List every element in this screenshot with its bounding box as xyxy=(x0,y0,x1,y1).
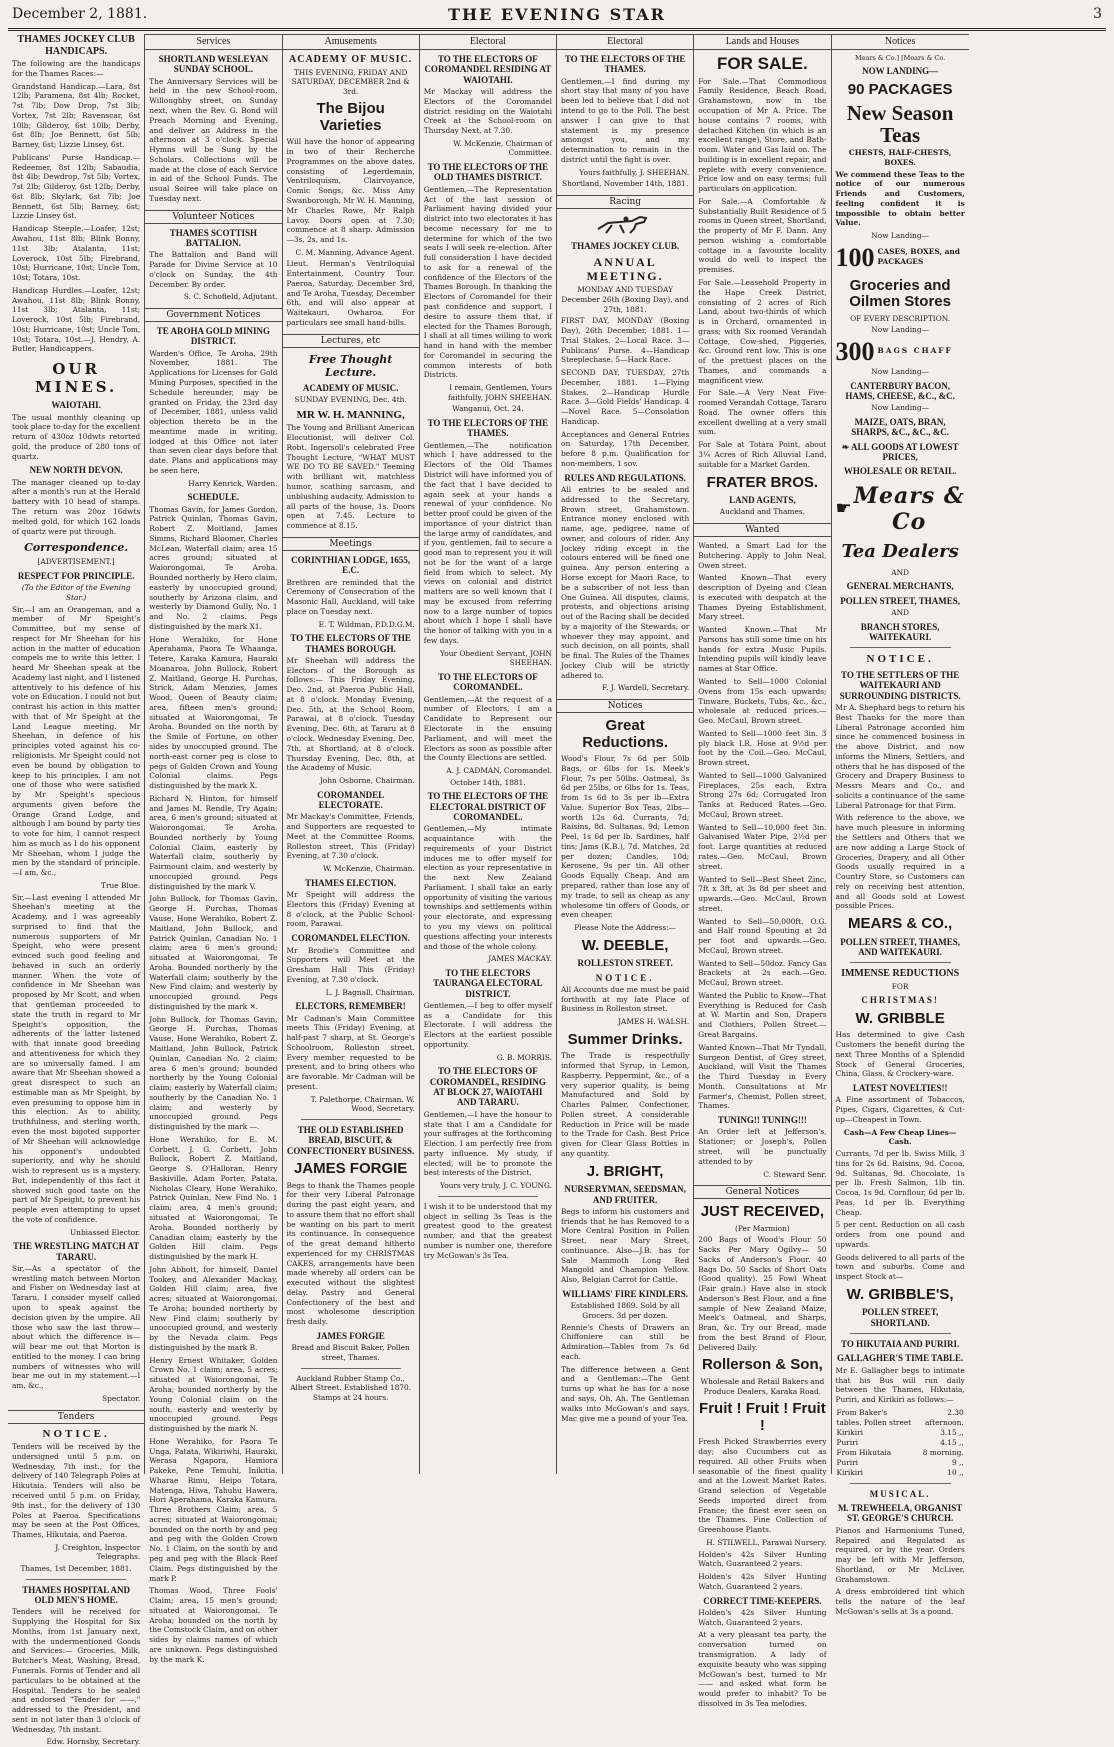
rules-heading: RULES AND REGULATIONS. xyxy=(564,472,686,483)
for-sale-listing: For Sale.—A Comfortable & Substantially Built Residence of 5 rooms in Queen street, Shortland, the property of Mr F. Dann. Any person wishing a comfortable cottage in a favourite locality would do well to inspect the premises. xyxy=(698,196,827,275)
just-received-heading: JUST RECEIVED, xyxy=(700,1203,825,1221)
ninety-packages: 90 PACKAGES xyxy=(847,80,953,98)
signature-steward: C. Steward Senr. xyxy=(763,1169,827,1179)
lecturer-name: MR W. H. MANNING, xyxy=(296,408,405,421)
volunteer-notices-heading: Volunteer Notices xyxy=(145,210,281,224)
holden-watch-ad: Holden's 42s Silver Hunting Watch, Guaranteed 2 years. xyxy=(698,1607,827,1627)
new-north-devon-report: The manager cleaned up to-day after a month's run at the Herald battery with 10 head of stamps. The return was 20oz 16dwts melted gold, for which 162 loads of quartz were put through. xyxy=(12,477,141,536)
deeble-heading: W. DEEBLE, xyxy=(581,936,669,954)
for-sale-listing: For Sale.—Leasehold Property in the Hape Creek District, consisting of 2 acres of Rich Land, about two-thirds of which is in Orchard, ornamented in grass; with Six roomed Verandah Cottage, Cow-shed, Piggeries, &c. Ground rent low. This is one of the prettiest places on the Thames, and commands a magnificent view. xyxy=(698,278,827,385)
schedule-entry: Thomas Wood, Three Fools' Claim; area, 15 men's ground; situated at Waiorongomai, Te Aroha; bounded on the north by the Comstock Claim, and on other sides by claims names of which are unknown. Pegs distinguished by the mark K. xyxy=(149,1586,278,1664)
bright-advert: Begs to inform his customers and friends that he has Removed to a More Central Position in Pollen Street, near Mary Street, continuance. Also—J.B. has for Sale Mammoth Long Red Mangold and Champion Yellow. Also, Belgian Carrot for Cattle. xyxy=(561,1206,690,1285)
stilwell-fruit: Fresh Picked Strawberries every day; also Cucumbers cut as required. All other Fruits when seasonable of the finest quality and at the Lowest Market Rates. Grand selection of Vegetable Seeds imported direct from France; the finest ever seen on the Thames. Fine Collection of Greenhouse Plants. xyxy=(698,1437,827,1535)
cases-boxes: CASES, BOXES, and PACKAGES xyxy=(877,247,960,266)
cadman-candidacy: Gentlemen,—At the request of a number of Electors, I am a Candidate to Represent our Electorate in the ensuing Parliament, and will meet the Electors as soon as possible after the County Elections are settled. xyxy=(423,694,552,763)
newspaper-title: THE EVENING STAR xyxy=(448,5,666,24)
notices-column-heading: Notices xyxy=(832,34,969,50)
meetings-section-heading: Meetings xyxy=(283,537,419,551)
handicaps-intro: The following are the handicaps for the Thames Races:— xyxy=(12,59,141,78)
and-connector: AND xyxy=(891,567,909,577)
bijou-varieties-heading: The Bijou Varieties xyxy=(316,100,385,134)
old-thames-district-heading: TO THE ELECTORS OF THE OLD THAMES DISTRICT. xyxy=(427,162,549,183)
pointing-hand-icon: ☛ xyxy=(835,498,852,520)
wanted-section-heading: Wanted xyxy=(694,523,830,537)
holden-watch-ad: Holden's 42s Silver Hunting Watch, Guaranteed 2 years. xyxy=(698,1549,827,1569)
wanted-ad: Wanted to Sell—10,000 feet 3in. Galvanised Water Pipe, 2½d per foot. Large quantities at reduced rates.—Geo. McCaul, Brown street. xyxy=(698,822,827,871)
chaff-line xyxy=(836,337,965,367)
electoral-column-heading: Electoral xyxy=(420,34,556,50)
signature-palethorpe: T. Palethorpe, Chairman. W. Wood, Secretary. xyxy=(310,1094,415,1114)
flour-arrivals: 200 Bags of Wood's Flour 50 Sacks Per Mary Ogilvy— 50 Sacks of Anderson's Flour. 40 Bags Do. 50 Sacks of Short Oats (Good quality). 25 Fowl Wheat (Fair grain.) Have also in stock Anderson's Best Flour, and a fine sample of New Zealand Maize, Meek's Oatmeal, and Sharps, Bran, &c. Try our Bread, made from the best Brand of Flour, Delivered Daily. xyxy=(698,1235,827,1352)
branch-stores: BRANCH STORES, WAITEKAURI. xyxy=(860,621,940,643)
timetable-cell: Kirikiri xyxy=(836,1427,864,1437)
block-27-heading: TO THE ELECTORS OF COROMANDEL, RESIDING AT BLOCK 27, WAIOTAHI AND TARARU. xyxy=(429,1066,546,1108)
leaf-icon: ❧ xyxy=(841,441,852,452)
second-day-programme: SECOND DAY, TUESDAY, 27th December, 1881. 1—Flying Stakes. 2—Handicap Hurdle Race. 3—Gold Fields' Handicap. 4—Novel Race. 5—Consolation Handicap. xyxy=(561,368,690,426)
issue-date: December 2, 1881. xyxy=(12,6,148,22)
lowest-prices xyxy=(836,442,965,463)
timetable-cell: 2.30 afternoon. xyxy=(924,1407,964,1427)
signature-creighton: J. Creighton, Inspector Telegraphs. xyxy=(55,1542,141,1562)
signature-mckenzie: W. McKenzie, Chairman. xyxy=(323,864,415,874)
corinthian-lodge-heading: CORINTHIAN LODGE, 1655, E.C. xyxy=(291,554,411,576)
signature-walsh: JAMES H. WALSH. xyxy=(618,1017,690,1027)
wardens-notice: Warden's Office, Te Aroha, 29th November, 1881. The Applications for Licenses for Gold Mining Purposes, specified in the Schedule hereunder, may be granted on Friday, the 23rd day of December, 1881, unless valid objection thereto be in the meantime made in writing, lodged at this Office not later than seven clear days before that date. Plans and applications may be seen here. xyxy=(149,348,278,475)
signature-unbiassed-elector: Unbiassed Elector. xyxy=(69,1227,141,1237)
summer-drinks-heading: Summer Drinks. xyxy=(567,1030,683,1048)
now-landing: NOW LANDING— xyxy=(862,66,939,77)
signature-morris: G. B. MORRIS. xyxy=(496,1052,552,1062)
now-landing: Now Landing— xyxy=(871,403,929,413)
now-landing: Now Landing— xyxy=(871,325,929,335)
tenders-notice-heading: NOTICE. xyxy=(42,1427,110,1440)
schedule-entry: Thomas Gavin, for James Gordon, Patrick Quinlan, Thomas Gavin, Robert Z. Moitland, James Simms, Richard Bloomer, Charles McLean, Waterfall claim; area 15 acres ground; situated at Waiorongomai, Te Aroha. Bounded northerly by Hero claim, easterly by unoccupied ground, southerly by Arizona claim, and westerly by Diamond Gully, No. 1 and No. 2 claims. Pegs distinguished by the mark X1. xyxy=(149,504,278,631)
timetable-cell: Puriri xyxy=(836,1437,859,1447)
james-forgie-heading: JAMES FORGIE xyxy=(293,1160,408,1178)
mears-co-logo: Mears & Co xyxy=(853,482,965,535)
schedule-entry: Henry Ernest Whitaker, Golden Crown No. 1 claim; area, 5 acres; situated at Waiorongomai, Te Aroha; bounded northerly by the Young Colonial claim on the south, easterly and westerly by unoccupied ground. Pegs distinguished by the mark N. xyxy=(149,1355,278,1434)
column-3 xyxy=(283,34,420,1474)
signature-mackay: JAMES MACKAY. xyxy=(488,954,552,964)
signature-bagnall: L. J. Bagnall, Chairman. xyxy=(325,987,415,997)
bags-chaff: BAGS CHAFF xyxy=(877,346,953,356)
now-landing: Now Landing— xyxy=(871,367,929,377)
column-4 xyxy=(420,34,557,1474)
divider xyxy=(301,1368,401,1369)
performance-dates: THIS EVENING, FRIDAY AND SATURDAY, DECEMBER 2nd & 3rd. xyxy=(291,67,410,96)
mears-header-line: Mears & Co.] [Mears & Co. xyxy=(854,54,946,62)
signature-true-blue: True Blue. xyxy=(101,880,141,890)
respect-for-principle-heading: RESPECT FOR PRINCIPLE. xyxy=(17,570,135,581)
mears-address: POLLEN STREET, THAMES, AND WAITEKAURI. xyxy=(840,936,960,957)
grocery-prices: Currants, 7d per lb. Swiss Milk, 3 tins for 2s 6d. Raisins, 9d. Cocoa, 9d. Sultanas, 9d. Chocolate, 1s per lb. Fresh Salmon, 1lb tin. Cocoa, 1s 9d. Cornflour, 6d per lb. Peas, 1d per lb. Everything Cheap. xyxy=(835,1149,965,1217)
letter-date: October 14th, 1881. xyxy=(450,777,526,787)
wanted-ad: Wanted to Sell—1000 Colonial Ovens from 15s each upwards; Tinware, Buckets, Tubs, &c., &c., wholesale at reduced prices.—Geo. McCaul, Brown street. xyxy=(698,676,827,726)
cadman-committee: Mr Cadman's Main Committee meets This (Friday) Evening, at half-past 7 sharp, at St. George's Schoolroom, Rolleston street. Every member requested to be present, and to bring others who are favorable. Mr Cadman will be present. xyxy=(286,1013,415,1091)
ship-name: (Per Marmion) xyxy=(734,1223,790,1233)
gallagher-notice: Mr E. Gallagher begs to intimate that his Bus will run daily between the Thames, Hikutaia, Puriri, and Kirikiri as follows:— xyxy=(835,1365,965,1405)
quantity-300: 300 xyxy=(835,337,875,367)
wanted-ad: Wanted Known—That every description of Dyeing and Clean is executed with despatch at the Thames Dyeing Establishment, Mary street. xyxy=(698,573,827,622)
masthead xyxy=(8,4,1106,31)
lectures-section-heading: Lectures, etc xyxy=(283,334,419,348)
rules-text: All entries to be sealed and addressed to the Secretary, Brown street, Grahamstown. Entrance money enclosed with name, age, pedigree, name of owner, and colours of rider. Any Jockey riding except in the colours entered will be fined one guinea. Any person entering a Horse except for Maori Race, to be a subscriber of not less than One Guinea. All disputes, claims, protests, and objections arising out of the Racing shall be decided by a majority of the Stewards, or whoever they may appoint, and such decision, on all points, shall be final. The Rules of the Thames Jockey Club will be strictly adhered to. xyxy=(561,485,690,680)
thames-borough-heading: TO THE ELECTORS OF THE THAMES BOROUGH. xyxy=(290,633,411,654)
battalion-parade: The Battalion and Band will Parade for Divine Service at 10 o'clock on Sunday, the 4th December. By order. xyxy=(149,250,278,289)
coromandel-election-heading: COROMANDEL ELECTION. xyxy=(291,933,410,944)
signature-hornsby: Edw. Hornsby, Secretary. xyxy=(46,1737,141,1747)
column-7 xyxy=(832,34,969,1616)
notices-section-heading: Notices xyxy=(557,699,693,713)
timetable-cell: 9 ,, xyxy=(952,1457,964,1467)
herman-ventriloquial-tour: Lieut. Herman's Ventriloquial Entertainment, Country Tour. Paeroa, Saturday, December 3rd, and Te Aroha, Tuesday, December 6th, and will also appear at Waitekauri, Owharoa. For particulars see small hand-bills. xyxy=(286,259,415,328)
nurseryman-subheading: NURSERYMAN, SEEDSMAN, AND FRUITER. xyxy=(564,1184,686,1205)
electors-remember-heading: ELECTORS, REMEMBER! xyxy=(295,1001,406,1012)
te-aroha-heading: TE AROHA GOLD MINING DISTRICT. xyxy=(156,326,270,347)
sheehan-notification: Gentlemen,—The notification which I have addressed to the Electors of the Old Thames District will have informed you of the fact that I have decided to again seek at your hands a renewal of your confidence. No better proof could be given of the importance of your district than the large army of candidates, and if you, gentlemen, fail to secure a good man to represent you it will not be for the want of a large field from which to select. My views on colonial and district matters are so well known that I may be excused from referring now to a large number of topics about which I hope I shall have the honor of talking with you in a few days. xyxy=(423,440,552,645)
correspondence-heading: Correspondence. xyxy=(24,541,129,555)
forgie-advert: Begs to thank the Thames people for their very Liberal Patronage during the past eight years, and to assure them that no effort shall be wanting on his part to merit its continuance. In consequence of the great demand hitherto experienced for my CHRISTMAS CAKES, arrangements have been made whereby all orders can be executed without the slightest delay. Pastry and General Confectionery of the best and most wholesome description fresh daily. xyxy=(286,1180,415,1327)
letter-date: Shortland, November 14th, 1881. xyxy=(562,179,689,189)
services-column-heading: Services xyxy=(145,34,281,50)
bacon-hams-cheese: CANTERBURY BACON, HAMS, CHEESE, &C., &C. xyxy=(845,380,955,402)
lecture-date: SUNDAY EVENING, Dec. 4th. xyxy=(294,395,407,405)
thames-electors-heading: TO THE ELECTORS OF THE THAMES. xyxy=(427,417,549,439)
column-2 xyxy=(145,34,282,1664)
shephard-notice: Mr A. Shephard begs to return his Best Thanks for the more than Liberal Patronage accorded him since he commenced business in the above District, and now informs the Miners, Settlers, and others that he has disposed of the Grocery and Drapery Business to Messrs Mears and Co., and solicits a continuance of the same Liberal Patronage for that Firm. xyxy=(835,703,965,810)
timetable-row xyxy=(836,1458,965,1468)
signature-mckenzie: W. McKenzie, Chairman of Committee. xyxy=(453,138,552,158)
mcgowan-tea-notice: A dress embroidered tint which tells the nature of the leaf McGowan's sells at 3s a pound. xyxy=(835,1587,965,1616)
annual-meeting-heading: ANNUAL MEETING. xyxy=(586,254,664,283)
timetable-cell: Puriri xyxy=(836,1457,859,1467)
telegraph-poles-tender: Tenders will be received by the undersigned until 5 p.m. on Wednesday, 7th inst., for the delivery of 140 Telegraph Poles at Hikutaia. Tenders will also be received until 5 p.m. on Friday, 9th inst., for the delivery of 130 Poles at Paeroa. Specifications may be seen at the Post Offices, Thames, Hikutaia, and Paeroa. xyxy=(12,1442,141,1540)
horse-icon xyxy=(561,213,689,238)
for-sale-listing: For Sale.—A Very Neat Five-roomed Verandah Cottage, Tararu Road. The owner offers this excellent dwelling at a very small sum. xyxy=(698,388,827,437)
signature-sheehan: Your Obedient Servant, JOHN SHEEHAN. xyxy=(440,648,552,668)
now-landing: Now Landing— xyxy=(871,231,929,241)
rollerson-heading: Rollerson & Son, xyxy=(701,1356,823,1374)
price-list: Wood's Flour, 7s 6d per 50lb Bags, or 6lbs for 1s. Meek's Flour, 7s per 50lbs. Oatmeal, 3s 6d per 25lbs, or 6lbs for 1s. Teas, from 1s 6d to 3s per lb—Extra Value. Superior Box Teas, 2lbs—worth 12s 6d. Currants, 7d; Raisins, 8d. Sultanas, 9d; Lemon Peel, 1s 6d per lb. Sardines, half tins; Jams (K.B.), 7d. Matches, 2d per dozen; Candles, 10d; Kerosene, 9s per tin. All other Goods Equally Cheap. And am prepared, rather than lose any of my trade, to sell as cheap as any wholesome tin offers of Goods, or even cheaper. xyxy=(561,754,690,920)
wrestling-match-heading: THE WRESTLING MATCH AT TARARU. xyxy=(12,1241,140,1262)
schedule-heading: SCHEDULE. xyxy=(187,492,240,503)
signature-osborne: John Osborne, Chairman. xyxy=(319,776,415,786)
gent-gentleman-notice: The difference between a Gent and a Gentleman:—The Gent turns up what he has for a nose and says, Oh, Ah. The Gentleman walks into McGowan's and says, Mac give me a pound of your Tea. xyxy=(561,1364,690,1423)
for-sale-listing: For Sale at Totara Point, about 3¼ Acres of Rich Alluvial Land, suitable for a Market Garden. xyxy=(698,440,827,469)
divider xyxy=(850,1333,951,1334)
thames-electors-heading: TO THE ELECTORS OF THE THAMES. xyxy=(564,54,686,75)
signature-sheehan: Yours faithfully, J. SHEEHAN. xyxy=(579,167,690,177)
tuning-notice: An Order left at Jefferson's, Stationer; or Joseph's, Pollen street, will be punctually attended to by xyxy=(698,1127,827,1166)
letter-date: Wanganui, Oct. 24. xyxy=(452,404,524,414)
cash-reduction: 5 per cent. Reduction on all cash orders from one pound and upwards. xyxy=(835,1220,965,1249)
bijou-varieties-text: Will have the honor of appearing in two of their Recherche Programmes on the above dates, consisting of Legerdemain, Ventriloquism, Clairvoyance, Comic Songs, &c. Miss Amy Swanborough, Mr W. H. Manning, Mr Charles Rowe, Mr Ralph Lavoy. Doors open at 7.30; commence at 8 sharp. Admission—3s, 2s, and 1s. xyxy=(286,137,415,245)
every-description: OF EVERY DESCRIPTION. xyxy=(850,313,951,323)
wanted-ad: Wanted to Sell—50,000ft. O.G. and Half round Spouting at 2d per foot and upwards.—Geo. McCaul, Brown street. xyxy=(698,916,827,955)
hospital-tender: Tenders will be received for Supplying the Hospital for Six Months, from 1st January next, with the undermentioned Goods and Services:— Groceries, Milk, Butcher's Meat, Washing, Bread, Funerals. Forms of Tender and all particulars to be obtained at the Hospital. Tenders to be sealed and endorsed "Tender for ——," addressed to the President, and sent in not later than 3 o'clock of Wednesday, 7th instant. xyxy=(12,1607,141,1734)
signature-kenrick: Harry Kenrick, Warden. xyxy=(188,478,278,488)
divider xyxy=(438,1196,538,1197)
mcgowan-tea-notice: I wish it to be understood that my object in selling 3s Teas is the greatest good to the greatest number, and that the greatest number is number one, therefore try McGowan's 3s Tea. xyxy=(423,1201,552,1260)
timetable-cell: 10 ,, xyxy=(947,1467,964,1477)
timetable-cell: From Baker's tables, Pollen street xyxy=(836,1407,912,1427)
mears-notice: With reference to the above, we have much pleasure in informing the Settlers and Others that we are now adding a Large Stock of Groceries, Drapery, and all Other Goods usually required in a Country Store, so Customers can rely on receiving best attention, and all Goods sold at Lowest possible Prices. xyxy=(835,813,965,911)
wanted-ad: Wanted to Sell—Best Sheet Zinc, 7ft x 3ft, at 3s 8d per sheet and upwards.—Geo. McCaul, Brown street. xyxy=(698,874,827,913)
bread-biscuit-heading: THE OLD ESTABLISHED BREAD, BISCUIT, & CONFECTIONERY BUSINESS. xyxy=(286,1124,415,1156)
brodie-committee: Mr Brodie's Committee and Supporters will Meet at the Gresham Hall This (Friday) Evening, at 7.30 o'clock. xyxy=(286,945,415,984)
latest-novelties: LATEST NOVELTIES!! xyxy=(852,1083,948,1094)
jockey-club-heading: THAMES JOCKEY CLUB. xyxy=(571,241,680,252)
fire-kindlers-heading: WILLIAMS' FIRE KINDLERS. xyxy=(562,1289,689,1300)
sheehan-letter: Gentlemen,—The Representation Act of the last session of Parliament having divided your district into two electorates it has become necessary for me to determine for which of the two seats I will seek re-election. After full consideration I have decided to ask for a renewal of the confidence of the Electors of the Thames Borough. In thanking the Electors of Coromandel for their past confidence and support, I desire to assure them that, if elected for the Thames Borough, I shall at all times willing to work hand in hand with the member for Coromandel in securing the common interests of both Districts. xyxy=(423,184,552,380)
hikutaia-puriri-heading: TO HIKUTAIA AND PURIRI. xyxy=(841,1339,960,1350)
time-table-heading: GALLAGHER'S TIME TABLE. xyxy=(836,1353,964,1364)
amusements-column-heading: Amusements xyxy=(283,34,419,50)
schedule-entry: Hone Werahiko, for Paora Te Unga, Patata, Wikiriwhi, Hauraki, Werasa Ngapora, Hamiora Pakeke, Pene Temuhi, Inikitia, Wharae Rimu, Heipo Totara, Matenga, Hiwa, Tahuhu Hawera, Hori Aperahama, Karaka Kamura. Three Brothers Claim; area, 5 acres; situated at Waiorongomai; bounded on the north by and peg and peg with the Golden Crown No. 1 Claim, on the south by and peg and peg with the Black Reef Claim. Pegs distinguished by the mark P. xyxy=(149,1436,278,1583)
gribble-heading: W. GRIBBLE xyxy=(855,1009,945,1027)
musical-heading: MUSICAL. xyxy=(869,1488,931,1499)
tenders-section-heading: Tenders xyxy=(8,1410,144,1424)
lecture-details: The Young and Brilliant American Elocutionist, will deliver Col. Robt. Ingersoll's celebrated Free Thought Lecture, "WHAT MUST WE DO TO BE SAVED." Teeming with brilliant wit, matchless humor, scathing sarcasm, and unblushing audacity. Admission to all parts of the house, 1s. Doors open at 7.45. Lecture to commence at 8.15. xyxy=(286,423,415,531)
schedule-entry: Hone Werahiko, for Hone Aperahama, Paora Te Whaanga, Tetere, Karaka Kamura, Hauraki Moanaroa, John Bullock, Robert Z. Maitland, George H. Purchas, Strick, Adam Menzies, James Wood, Queen of Beauty claim; area, fifteen men's ground; situated at Waiorongomai, Te Aroha. Bounded on the north by the Smile of Fortune, on other sides by unoccupied ground. The north-east corner peg is close to pegs of Golden Crown and Young Colonial claims. Pegs distinguished by the mark X. xyxy=(149,634,278,791)
wanted-ad: Wanted Known.—That Mr Parsons has still some time on his hands for extra Music Pupils. Intending pupils will kindly leave names at Star Office. xyxy=(698,625,827,674)
acceptances-notice: Acceptances and General Entries on Saturday, 17th December, before 8 p.m. Qualification for non-members, 1 sov. xyxy=(561,429,690,468)
letter-unbiassed-elector: Sir,—Last evening I attended Mr Sheehan's meeting at the Academy, and I was agreeably surprised to find that the numerous supporters of Mr Speight, who were present evinced such good feeling and behaved in such an orderly manner. When the vote of confidence in Mr Sheehan was proposed by Mr Scott, and when that gentleman proceeded to state the truth in regard to Mr Speight's opposition, the adherents of the latter listened with that innate good breeding and attentiveness for which they are so universally famed. I am aware that Mr Sheehan showed a great disrespect to such an estimable man as Mr Speight, by even presuming to oppose him in this election. As to ability, truthfulness, and sterling worth, even the most bigoted supporter of Mr Sheehan will acknowledge his opponent's undoubted superiority, and why he should wish to represent us is a mystery. But, independently of this fact it showed such good taste on the part of Mr Speight, to prevent his people even attempting to upset the vote of confidence. xyxy=(12,892,141,1224)
and-connector: AND xyxy=(891,608,909,618)
timetable-row xyxy=(836,1468,965,1478)
column-6 xyxy=(694,34,831,1708)
lands-houses-column-heading: Lands and Houses xyxy=(694,34,830,50)
meeting-dates: MONDAY AND TUESDAY December 26th (Boxing Day), and 27th, 1881. xyxy=(561,285,689,314)
mackay-candidacy: Gentlemen,—My intimate acquaintance with the requirements of your District induces me to offer myself for election as your representative in the next New Zealand Parliament. I shall take an early opportunity of visiting the various townships and settlements within your electorate, and expressing to you my views on political questions affecting your interests and those of the whole colony. xyxy=(423,824,552,951)
forgie-address: Bread and Biscuit Baker, Pollen street, Thames. xyxy=(291,1343,410,1362)
to-the-editor: (To the Editor of the Evening Star.) xyxy=(21,583,131,602)
column-1 xyxy=(8,34,145,1747)
advertisement-label: [ADVERTISEMENT.] xyxy=(37,557,115,567)
signature-stilwell: H. STILWELL, Parawai Nursery. xyxy=(706,1537,827,1547)
fruit-heading: Fruit ! Fruit ! Fruit ! xyxy=(699,1400,826,1434)
accounts-notice: All Accounts due me must be paid forthwith at my late Place of Business in Rolleston street. xyxy=(561,984,690,1014)
handicap-hurdles: Handicap Hurdles.—Loafer, 12st; Awahou, 11st 8lb; Blink Bonny, 11st 3lb; Atalanta, 11st; Loverock, 10st 5lb; Firebrand, 10st; Hurricane, 10st; Uncle Tom, 10st; Totara, 10st.—J. Hendry, A. Butler, Handicappers. xyxy=(12,285,141,354)
free-thought-lecture-heading: Free Thought Lecture. xyxy=(308,352,393,379)
electoral-column-heading: Electoral xyxy=(557,34,693,50)
timetable-row xyxy=(836,1408,965,1428)
timetable-row xyxy=(836,1438,965,1448)
time-keepers-heading: CORRECT TIME-KEEPERS. xyxy=(703,1595,822,1606)
wanted-ad: Wanted the Public to Know—That Everything is Reduced for Cash at W. Martin and Son, Drapers and Clothiers, Pollen Street.—Great Bargains. xyxy=(698,990,827,1039)
signature-manning: C. M. Manning, Advance Agent. xyxy=(295,247,415,257)
wholesale-retail: WHOLESALE OR RETAIL. xyxy=(843,466,957,477)
general-merchants: GENERAL MERCHANTS, xyxy=(846,581,954,592)
tuning-heading: TUNING!! TUNING!!! xyxy=(717,1115,807,1126)
waiotahi-report: The usual monthly cleaning up took place to-day for the excellent return of 430oz 10dwts retorted gold, the produce of 280 tons of quartz. xyxy=(12,412,141,461)
morris-candidacy: Gentlemen,—I beg to offer myself as a Candidate for this Electorate. I will address the Electors at the earliest possible opportunity. xyxy=(423,1000,552,1049)
immense-reductions-heading: IMMENSE REDUCTIONS xyxy=(841,968,960,980)
land-agents: LAND AGENTS, xyxy=(729,495,796,506)
schedule-entry: Richard N. Hinton, for himself and James M. Rendle, Try Again; area, 6 men's ground; situated at Waiorongomai, Te Aroha. Bounded northerly by Young Colonial Claim, easterly by Waterfall claim, southerly by Fairmount claim, and westerly by unoccupied ground. Pegs distinguished by the mark V. xyxy=(149,793,278,891)
great-reductions-heading: Great Reductions. xyxy=(582,717,669,751)
wanted-ad: Wanted to Sell—1000 Galvanized Fireplaces, 25s each, Extra Strong 27s 6d; Corrugated Iron Tanks at Reduced Rates.—Geo. McCaul, Brown street. xyxy=(698,770,827,819)
rennie-chests: Rennie's Chests of Drawers an Chiffoniere can still be Admiration—Tables from 7s 6d each. xyxy=(561,1322,690,1361)
schedule-entry: John Bullock, for Thomas Gavin, George H. Purchas, Thomas Vause, Hone Werahiko, Robert Z. Maitland, John Bullock, Patrick Quinlan, Canadian No. 2 claim; area 6 men's ground; bounded northerly by the Young Colonial claim; easterly by Waterfall claim; southerly by the Canadian No. 1 claim; and westerly by unoccupied ground. Pegs distinguished by the mark —. xyxy=(149,1014,278,1132)
trewheela-heading: M. TREWHEELA, ORGANIST ST. GEORGE'S CHURCH. xyxy=(837,1503,963,1524)
cheap-lines: Cash—A Few Cheap Lines—Cash. xyxy=(843,1127,957,1147)
signature-young: Yours very truly, J. C. YOUNG. xyxy=(439,1181,552,1191)
timetable-cell: From Hikutaia xyxy=(836,1447,892,1457)
waitekauri-settlers-heading: TO THE SETTLERS OF THE WAITEKAURI AND SURROUNDING DISTRICTS. xyxy=(839,670,961,701)
publicans-purse: Publicans' Purse Handicap.—Redeemer, 8st 12lb; Sabaudia, 8st 4lb; Dewdrop, 7st 5lb; Vortex, 7st 2lb; Gilderoy, 6st 12lb; Derby, 6st 8lb; Skylark, 6st 7lb; Joe Bennett, 6st 5lb; Barney, 6st; Lizzie Linsey 6st. xyxy=(12,152,141,221)
tea-party-anecdote: At a very pleasant tea party, the conversation turned on transmigration. A lady of exquisite beauty who was sipping McGowan's best, turned to Mr —— and asked what form he would prefer to inhabit? To be dissolved in 3s Tea melodies. xyxy=(698,1630,827,1708)
mackay-committee: Mr Mackay's Committee, Friends, and Supporters are requested to Meet at the Committee Rooms, Rolleston street, This (Friday) Evening, at 7.30 o'clock. xyxy=(286,812,415,861)
timetable-cell: Kirikiri xyxy=(836,1467,864,1477)
new-season-teas-heading: New Season Teas xyxy=(846,101,954,148)
new-north-devon-heading: NEW NORTH DEVON. xyxy=(29,465,123,476)
holden-watch-ad: Holden's 42s Silver Hunting Watch, Guaranteed 2 years. xyxy=(698,1572,827,1591)
palmer-syrups: The Trade is respectfully informed that Syrup, in Lemon, Raspberry, Peppermint, &c., of a very superior quality, is being Manufactured and Sold by Charles Palmer, Confectioner, Pollen street. A considerable Reduction in Price will be made to the Trade for Cash. Best Price given for Clear Glass Bottles in any quantity. xyxy=(561,1051,690,1158)
speight-address: Mr Speight will address the Electors this (Friday) Evening at 8 o'clock, at the Public School-room, Parawai. xyxy=(286,890,415,929)
scottish-battalion-heading: THAMES SCOTTISH BATTALION. xyxy=(169,227,258,248)
tobacco-assortment: A Fine assortment of Tobaccos, Pipes, Cigars, Cigarettes, & Cut-up—Cheapest in Town. xyxy=(835,1095,965,1124)
divider xyxy=(850,962,951,963)
rubber-stamp-advert: Auckland Rubber Stamp Co., Albert Street. Established 1870. Stamps at 24 hours. xyxy=(290,1373,412,1402)
our-mines-heading: OUR MINES. xyxy=(34,360,118,397)
hospital-heading: THAMES HOSPITAL AND OLD MEN'S HOME. xyxy=(22,1584,131,1606)
waiotahi-electors-heading: TO THE ELECTORS OF COROMANDEL RESIDING AT WAIOTAHI. xyxy=(424,54,552,85)
signature-wildman: E. T. Wildman, P.D.D.G.M. xyxy=(318,619,415,629)
bright-heading: J. BRIGHT, xyxy=(586,1162,664,1180)
general-notices-heading: General Notices xyxy=(694,1185,830,1199)
page-columns xyxy=(8,34,1106,1747)
coromandel-electors-heading: TO THE ELECTORS OF COROMANDEL. xyxy=(437,672,538,693)
for-connector: FOR xyxy=(891,981,909,991)
piano-tuning: Pianos and Harmoniums Tuned, Repaired and Regulated as required, or by the year. Orders may be left with Mr Jefferson, Shortland, or Mr McLiver, Grahamstown. xyxy=(835,1525,965,1584)
page-number: 3 xyxy=(1093,6,1102,22)
coromandel-electorate-heading: COROMANDEL ELECTORATE. xyxy=(317,789,385,811)
signature-spectator: Spectator. xyxy=(102,1393,141,1403)
maize-oats-bran: MAIZE, OATS, BRAN, SHARPS, &C., &C., &C. xyxy=(851,417,949,438)
hundred-cases-line xyxy=(836,243,965,273)
notice-heading: NOTICE. xyxy=(595,972,655,983)
pollen-street-thames: POLLEN STREET, THAMES, xyxy=(840,595,960,606)
letter-spectator: Sir,—As a spectator of the wrestling match between Morton and Fisher on Wednesday last at Tararu, I consider myself called upon to speak against the decision given by the umpire. All those who saw the last throw—about which the difference is—will bear me out that Morton is entitled to the money. I can bring numbers of witnesses who will bear me out in my statement.—I am, &c., xyxy=(12,1263,141,1391)
divider xyxy=(850,1483,951,1484)
address-note: Please Note the Address:— xyxy=(574,923,677,933)
delivery-notice: Goods delivered to all parts of the town and suburbs. Come and inspect Stock at— xyxy=(835,1252,965,1282)
groceries-oilmen-heading: Groceries and Oilmen Stores xyxy=(849,276,951,311)
signature-wardell: F. J. Wardell, Secretary. xyxy=(602,683,690,693)
divider xyxy=(301,1119,401,1120)
christmas-heading: CHRISTMAS! xyxy=(861,995,939,1006)
tea-dealers-heading: Tea Dealers xyxy=(841,540,959,562)
thames-election-heading: THAMES ELECTION. xyxy=(305,877,397,888)
column-5 xyxy=(557,34,694,1474)
wanted-ad: Wanted Known—That Mr Tyndall, Surgeon Dentist, of Grey street, Auckland, will Visit the Thames the Third Tuesday in Every Month. Consultations at Mr Farmer's, Chemist, Pollen street, Thames. xyxy=(698,1042,827,1111)
divider xyxy=(850,647,951,648)
first-day-programme: FIRST DAY, MONDAY (Boxing Day), 26th December, 1881. 1—Trial Stakes. 2—Local Race. 3—Publicans' Purse. 4—Handicap Steeplechase. 5—Hack Race. xyxy=(561,316,690,365)
sheehan-meetings: Mr Sheehan will address the Electors of the Borough as follows:— This Friday Evening, Dec. 2nd, at Paeroa Public Hall, at 8 o'clock. Monday Evening, Dec. 5th, at the School Room, Parawai, at 8 o'clock. Tuesday Evening, Dec. 6th, at Tararu at 8 o'clock. Wednesday Evening, Dec. 7th, at Shortland, at 8 o'clock. Thursday Evening, Dec. 8th, at the Academy of Music. xyxy=(286,655,415,773)
for-sale-listing: For Sale.—That Commodious Family Residence, Beach Road, Grahamstown, now in the occupation of Mr A. Price. The house contains 7 rooms, with detached Kitchen (in which is an excellent range), Store, and Bath-room. Water and Gas laid on. The building is in excellent repair, and replete with every convenience. Price low and on easy terms; full particulars on application. xyxy=(698,76,827,194)
tea-packaging: CHESTS, HALF-CHESTS, BOXES. xyxy=(848,148,952,167)
gribbles-heading: W. GRIBBLE'S, xyxy=(846,1285,954,1303)
jockey-club-handicaps-heading: THAMES JOCKEY CLUB HANDICAPS. xyxy=(17,34,135,57)
timetable-cell: 8 morning. xyxy=(922,1447,964,1457)
handicap-steeple: Handicap Steeple.—Loafer, 12st; Awahou, 11st 8lb; Blink Bonny, 11st 3lb; Atalanta, 11st; Loverock, 10st 5lb; Firebrand, 10st; Hurricane, 10st; Uncle Tom, 10st; Totara, 10st. xyxy=(12,224,141,283)
grandstand-handicap: Grandstand Handicap.—Lara, 8st 12lb; Paramena, 8st 4lb; Rocket, 7st 7lb; Dow Drop, 7st 3lb; Vortex, 7st 2lb; Ravenscar, 6st 10lb; Gilderoy, 6st 10lb; Derby, 6st 8lb; Joe Bennett, 6st 5lb; Barney, 6st; Lizzie Linsey, 6st. xyxy=(12,81,141,150)
lowest-prices-text: ALL GOODS AT LOWEST PRICES, xyxy=(851,441,959,463)
rolleston-street: ROLLESTON STREET. xyxy=(577,958,673,969)
mears-co-heading: MEARS & CO., xyxy=(848,915,953,933)
lodge-notice: Brethren are reminded that the Ceremony of Consecration of the Masonic Hall, Auckland, will take place on Tuesday next. xyxy=(286,577,415,616)
timetable-row xyxy=(836,1448,965,1458)
agents-location: Auckland and Thames. xyxy=(719,507,805,517)
signature-cadman: A. J. CADMAN, Coromandel. xyxy=(446,766,552,776)
young-candidacy: Gentlemen,—I have the honour to state that I am a Candidate for your suffrages at the forthcoming Election. I am perfectly free from party influence. My study, if elected, will be to promote the best interests of the District. xyxy=(423,1109,552,1178)
anniversary-services: The Anniversary Services will be held in the new School-room, Willoughby street, on Sunday next, when the Rev. G. Bond will Preach Morning and Evening, and deliver an Address in the afternoon at 3 o'clock. Special Hymns will be Sung by the Scholars. Collections will be made at the close of each Service in aid of the School Funds. The usual Soiree will take place on Tuesday next. xyxy=(149,76,278,203)
schedule-entry: John Bullock, for Thomas Gavin, George H. Purchas, Thomas Vause, Hone Werahiko, Robert Z. Maitland, John Bullock, and Patrick Quinlan, Canadian No. 1 claim; area 6 men's ground; situated at Waiorongomai, Te Aroha. Bounded northerly by the Waterfall claim; southerly by the New Find claim; and westerly by unoccupied ground. Pegs distinguished by the mark ✕. xyxy=(149,894,278,1011)
signature-sheehan: I remain, Gentlemen, Yours faithfully, JOHN SHEEHAN. xyxy=(447,383,552,402)
tea-recommendation: We commend these Teas to the notice of our numerous Friends and Customers, feeling confident it is impossible to obtain better Value. xyxy=(835,169,965,228)
pollen-street-shortland: POLLEN STREET, SHORTLAND. xyxy=(861,1307,939,1328)
timetable-cell: 3.15 ,, xyxy=(940,1427,964,1437)
for-sale-heading: FOR SALE. xyxy=(717,54,808,73)
sheehan-poll-letter: Gentlemen,—I find during my short stay that many of you have been led to believe that I did not intend to go to the Poll. The best answer I can give to that statement is my presence amongst you, and my determination to remain in the district until the fight is over. xyxy=(561,76,690,164)
james-forgie-signoff: JAMES FORGIE xyxy=(316,1331,385,1341)
mears-logo-line xyxy=(836,479,965,539)
notice-heading: NOTICE. xyxy=(866,653,934,666)
timetable-row xyxy=(836,1428,965,1438)
government-notices-heading: Government Notices xyxy=(145,308,281,322)
academy-of-music-lecture: ACADEMY OF MUSIC. xyxy=(302,382,399,393)
mackay-address: Mr Mackay will address the Electors of the Coromandel district residing on the Waiotahi Creek at the School-room on Thursday Next, at 7.30. xyxy=(423,87,552,136)
wanted-ad: Wanted to Sell—50doz. Fancy Gas Brackets at 2s each.—Geo. McCaul, Brown street. xyxy=(698,958,827,988)
gribble-offer: Has determined to give Cash Customers the benefit during the next Three Months of a Splendid Stock of General Groceries, China, Glass, & Crockery-ware. xyxy=(835,1030,965,1079)
schedule-entry: John Abbott, for himself, Daniel Tookey, and Alexander Mackay, Golden Hill claim; area, five acres; situated at Waiorongomai, Te Aroha; bounded northerly by New Find claim; southerly by unoccupied ground, and westerly by the Nevada claim. Pegs distinguished by the mark B. xyxy=(149,1264,278,1352)
tender-date: Thames, 1st December, 1881. xyxy=(20,1564,132,1574)
racing-section-heading: Racing xyxy=(557,195,693,209)
academy-of-music-heading: ACADEMY OF MUSIC. xyxy=(289,54,413,65)
rollerson-description: Wholesale and Retail Bakers and Produce Dealers, Karaka Road. xyxy=(700,1376,825,1396)
frater-bros-heading: FRATER BROS. xyxy=(706,473,819,491)
wesleyan-school-heading: SHORTLAND WESLEYAN SUNDAY SCHOOL. xyxy=(158,54,269,75)
wanted-ad: Wanted, a Smart Lad for the Butchering. Apply to John Neal, Owen street. xyxy=(698,541,827,570)
tauranga-heading: TO THE ELECTORS TAURANGA ELECTORAL DISTRICT. xyxy=(433,967,543,999)
waiotahi-heading: WAIOTAHI. xyxy=(51,400,101,411)
wanted-ad: Wanted to Sell—1000 feet 3in. 3 ply black I.R. Hose at 9½d per foot by the Coil.—Geo. McCaul, Brown street. xyxy=(698,728,827,768)
signature-schofield: S. C. Schofield, Adjutant. xyxy=(183,292,278,302)
letter-true-blue: Sir,—I am an Orangeman, and a member of Mr Speight's Committee, but my sense of respect for Mr Sheehan for his action in the matter of education compels me to write this letter. I heard Mr Sheehan speak at the Academy last night, and I listened attentively to his defence of his vote on Education. I could not but contrast his action in this matter with that of Mr Speight at the Land League meeting. Mr Sheehan, in defence of his principles voted against his co-religionists. Mr Speight could not even be bound by obligation to keep to his principles. I am not one of those who were satisfied by Mr Speight's specious arguments given before the Orange Grand Lodge, and although I am bound by party ties to vote for him, I cannot respect him as much as I do his opponent Mr Sheehan, whom I judge the men by the standard of principle.—I am, &c., xyxy=(12,604,141,878)
bus-timetable xyxy=(836,1408,965,1478)
timetable-cell: 4.15 ,, xyxy=(940,1437,964,1447)
divider xyxy=(26,1579,126,1580)
schedule-entry: Hone Werahiko, for E. M. Corbett, J. G. Corbett, John Bullock, Robert Z. Maitland, George S. O'Halloran, Henry Baskiville, Adam Porter, Patata, Nicholas Cleary, Hone Werahiko, Patrick Quinlan, New Find No. 1 claim; area, 4 men's ground; situated at Waiorongomai, Te Aroha. Bounded northerly by Canadian claim; easterly by the Golden Hill claim. Pegs distinguished by the mark H. xyxy=(149,1134,278,1262)
quantity-100: 100 xyxy=(835,242,875,272)
fire-kindlers-text: Established 1869. Sold by all Grocers. 3d per dozen. xyxy=(570,1301,680,1320)
coromandel-district-heading: TO THE ELECTORS OF THE ELECTORAL DISTRICT OF COROMANDEL. xyxy=(427,791,549,822)
